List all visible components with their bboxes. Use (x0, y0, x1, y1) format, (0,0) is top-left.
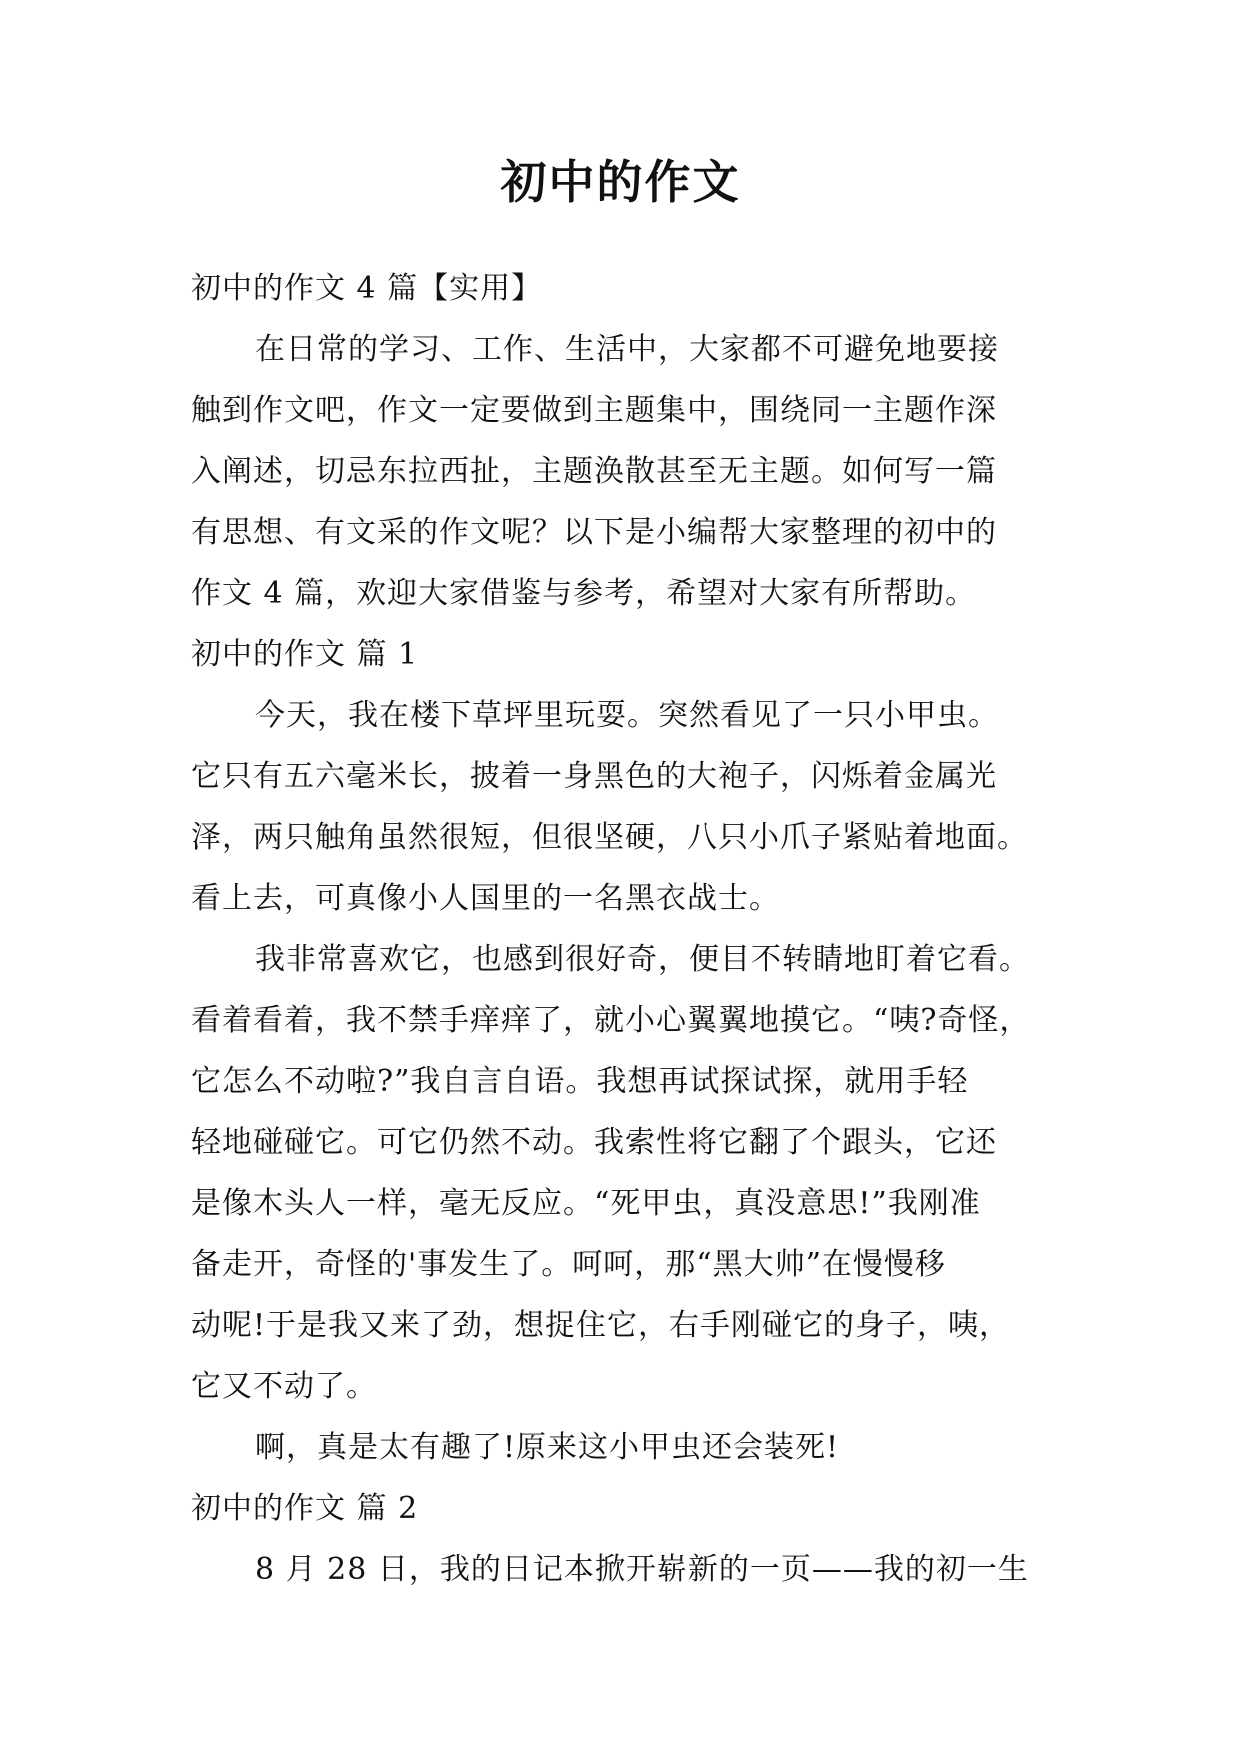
text-line: 看上去，可真像小人国里的一名黑衣战士。 (191, 881, 780, 916)
text-line: 作文 4 篇，欢迎大家借鉴与参考，希望对大家有所帮助。 (191, 576, 977, 611)
text-line: 在日常的学习、工作、生活中，大家都不可避免地要接 (255, 332, 999, 367)
text-line: 初中的作文 篇 1 (191, 637, 419, 672)
text-line: 看着看着，我不禁手痒痒了，就小心翼翼地摸它。“咦?奇怪， (191, 1003, 1031, 1038)
text-line: 8 月 28 日，我的日记本掀开崭新的一页——我的初一生 (255, 1552, 1029, 1587)
text-line: 泽，两只触角虽然很短，但很坚硬，八只小爪子紧贴着地面。 (191, 820, 1028, 855)
text-line: 它只有五六毫米长，披着一身黑色的大袍子，闪烁着金属光 (191, 759, 997, 794)
text-line: 它怎么不动啦?”我自言自语。我想再试探试探，就用手轻 (191, 1064, 969, 1099)
text-line: 它又不动了。 (191, 1369, 377, 1404)
text-line: 初中的作文 篇 2 (191, 1491, 419, 1526)
text-line: 啊，真是太有趣了!原来这小甲虫还会装死! (255, 1430, 840, 1465)
text-line: 今天，我在楼下草坪里玩耍。突然看见了一只小甲虫。 (255, 698, 999, 733)
document-title: 初中的作文 (500, 155, 741, 209)
text-line: 动呢!于是我又来了劲，想捉住它，右手刚碰它的身子，咦， (191, 1308, 1011, 1343)
text-line: 初中的作文 4 篇【实用】 (191, 271, 543, 306)
text-line: 我非常喜欢它，也感到很好奇，便目不转睛地盯着它看。 (255, 942, 1030, 977)
text-line: 轻地碰碰它。可它仍然不动。我索性将它翻了个跟头，它还 (191, 1125, 997, 1160)
text-line: 入阐述，切忌东拉西扯，主题涣散甚至无主题。如何写一篇 (191, 454, 997, 489)
text-line: 有思想、有文采的作文呢？以下是小编帮大家整理的初中的 (191, 515, 997, 550)
text-line: 触到作文吧，作文一定要做到主题集中，围绕同一主题作深 (191, 393, 997, 428)
text-line: 是像木头人一样，毫无反应。“死甲虫，真没意思!”我刚准 (191, 1186, 981, 1221)
text-line: 备走开，奇怪的'事发生了。呵呵，那“黑大帅”在慢慢移 (191, 1247, 946, 1282)
document-body (191, 258, 1071, 1600)
